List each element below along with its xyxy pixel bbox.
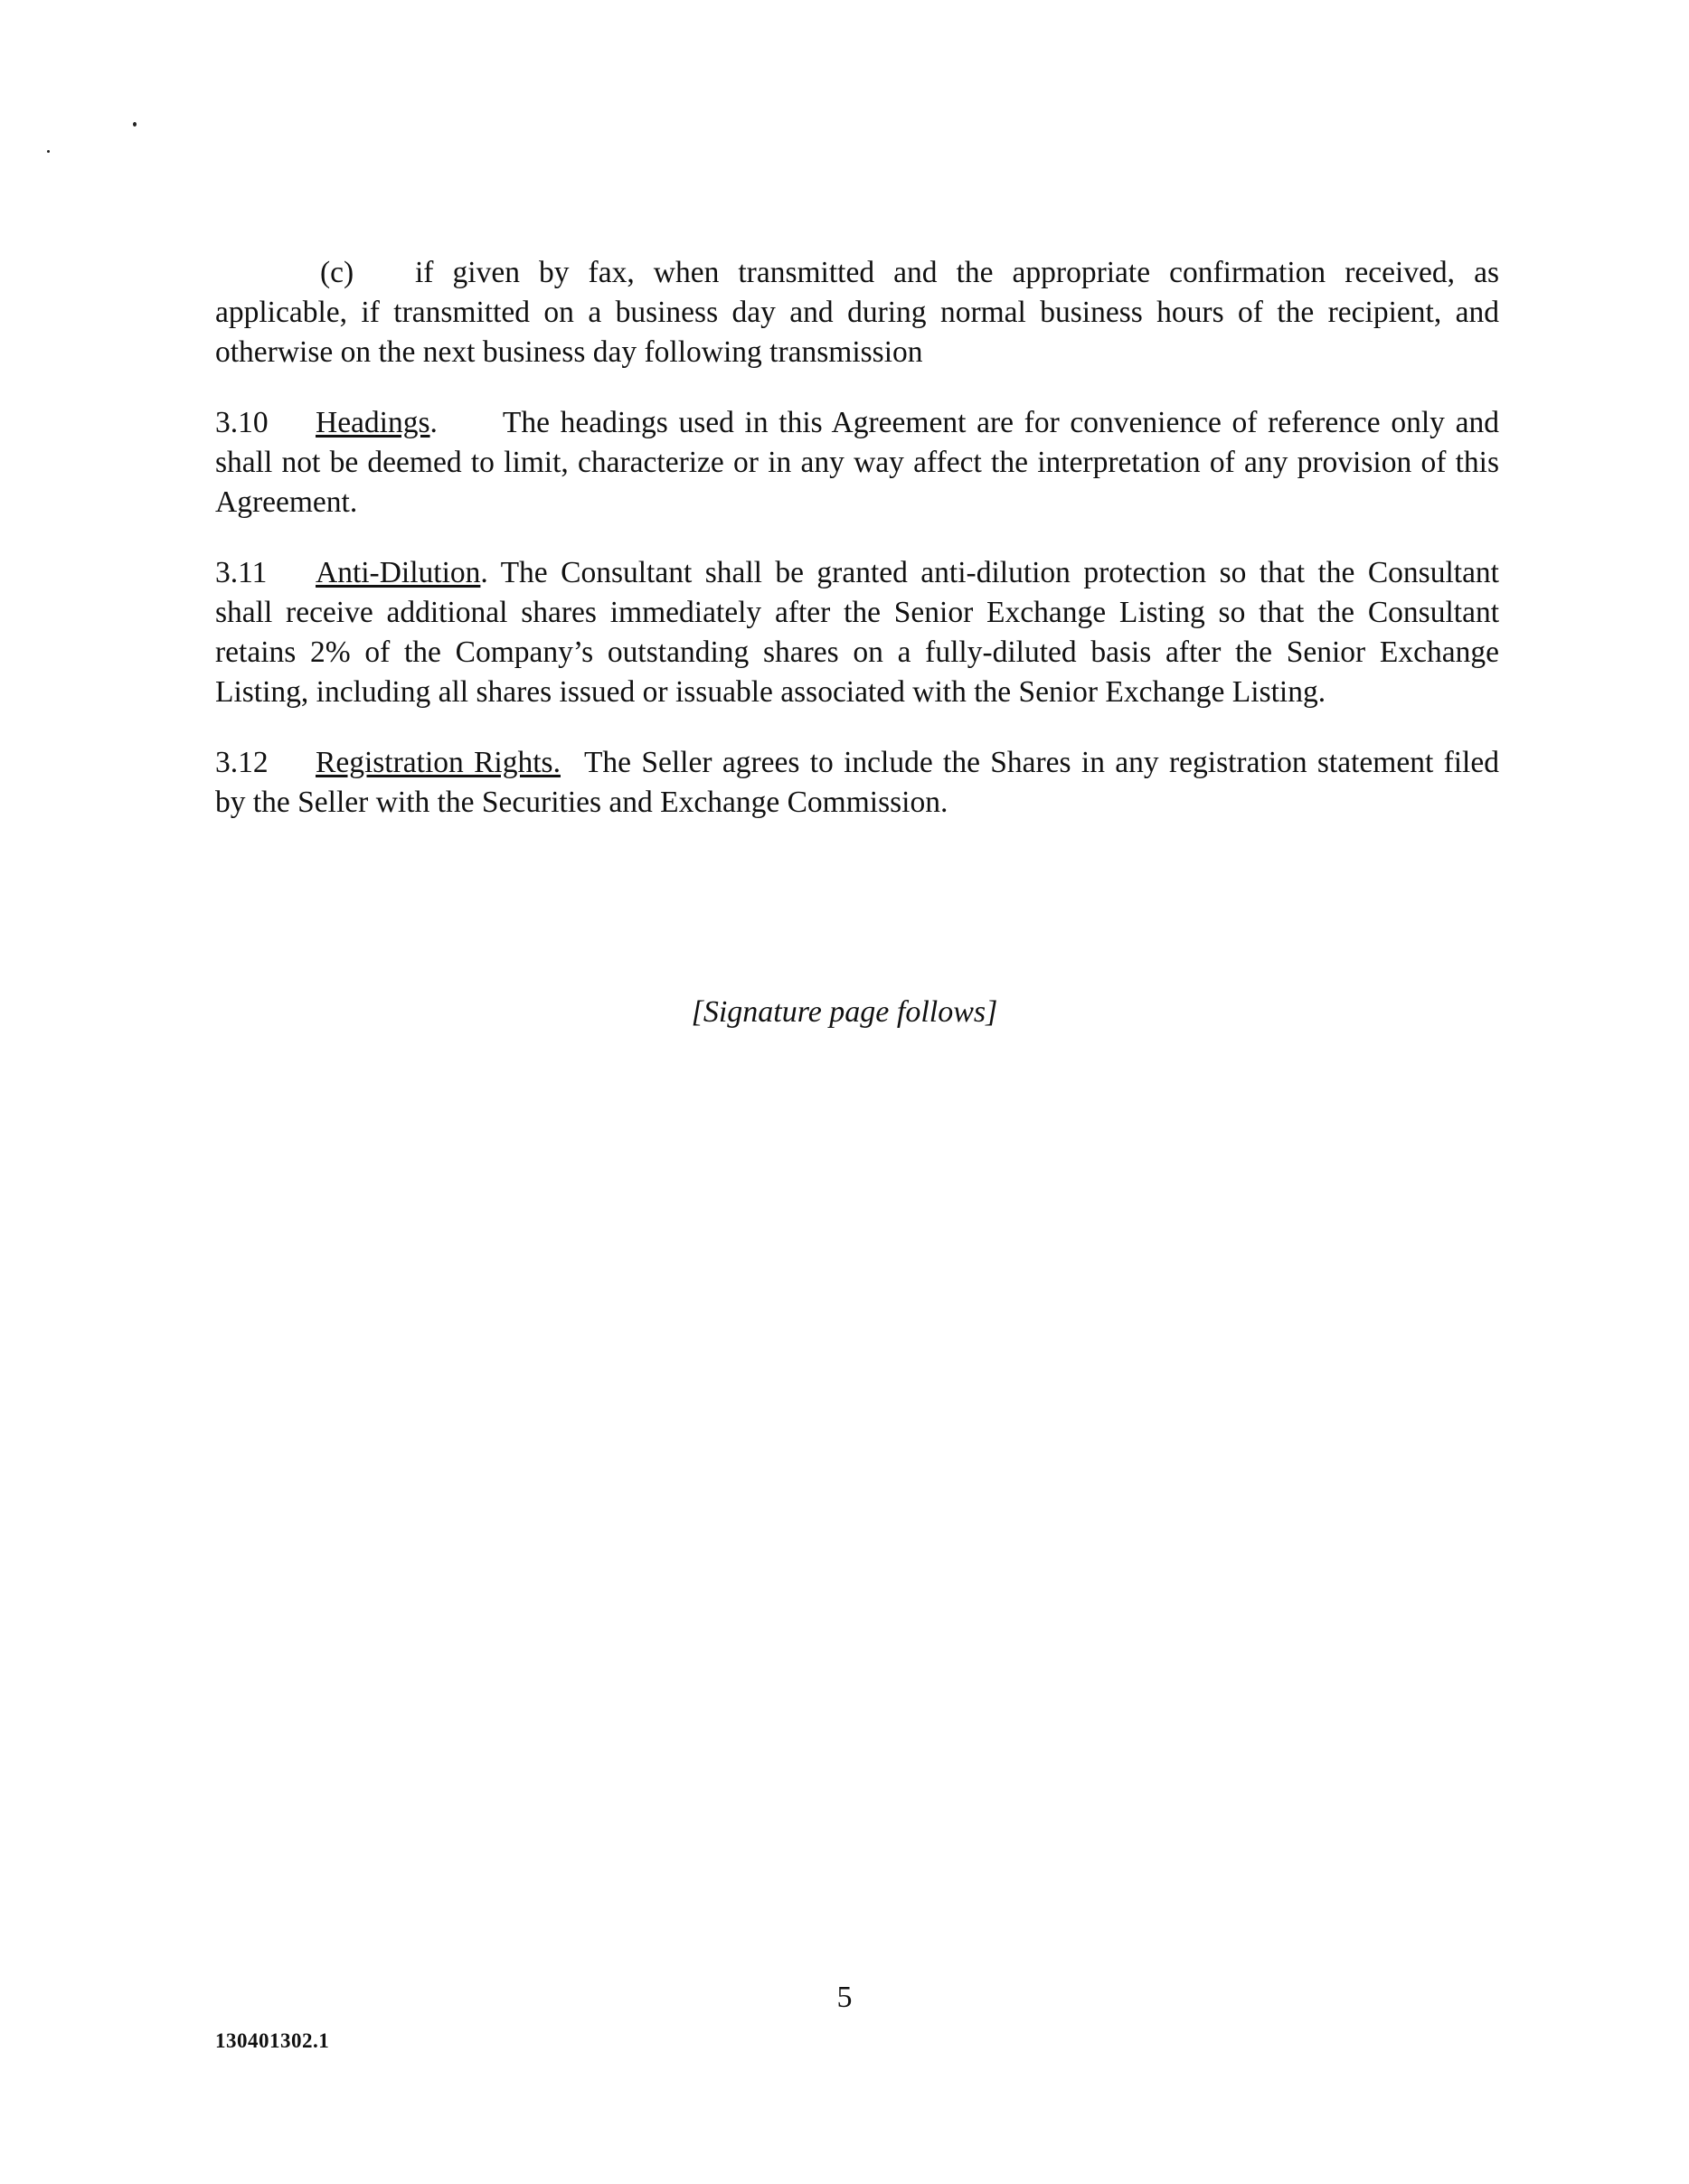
section-heading: Anti-Dilution <box>316 556 481 589</box>
section-number: 3.11 <box>215 556 268 589</box>
section-heading-punct: . <box>480 556 488 589</box>
scan-speck <box>47 150 50 153</box>
paragraph-c <box>215 253 1499 372</box>
section-text: The headings used in this Agreement are for convenience of reference only and shall not be deemed to limit, characterize or in any way affect the interpretation of any provision of this Agreement. <box>215 406 1499 519</box>
page-number: 5 <box>836 1981 853 2014</box>
section-3-10 <box>215 403 1499 522</box>
section-text: The Consultant shall be granted anti-dilution protection so that the Consultant shall receive additional shares immediately after the Senior Exchange Listing so that the Consultant retains 2% of the Company’s outstanding shares on a fully-diluted basis after the Senior Exchange Listing, including all shares issued or issuable associated with the Senior Exchange Listing. <box>215 556 1499 709</box>
scan-speck <box>133 122 137 127</box>
paragraph-c-label: (c) <box>320 256 354 289</box>
document-body <box>215 253 1499 853</box>
document-id: 130401302.1 <box>215 2029 330 2052</box>
section-3-11 <box>215 553 1499 712</box>
section-heading-punct: . <box>429 406 438 439</box>
section-text: The Seller agrees to include the Shares in any registration statement filed by the Seller with the Securities and Exchange Commission. <box>215 746 1499 819</box>
section-heading: Registration Rights. <box>316 746 561 779</box>
paragraph-c-text: if given by fax, when transmitted and the appropriate confirmation received, as applicable, if transmitted on a business day and during normal business hours of the recipient, and otherwise on the next business day following transmission <box>215 256 1499 369</box>
section-number: 3.12 <box>215 746 269 779</box>
section-3-12 <box>215 743 1499 823</box>
signature-page-note: [Signature page follows] <box>691 995 998 1029</box>
section-heading: Headings <box>316 406 430 439</box>
section-number: 3.10 <box>215 406 269 439</box>
